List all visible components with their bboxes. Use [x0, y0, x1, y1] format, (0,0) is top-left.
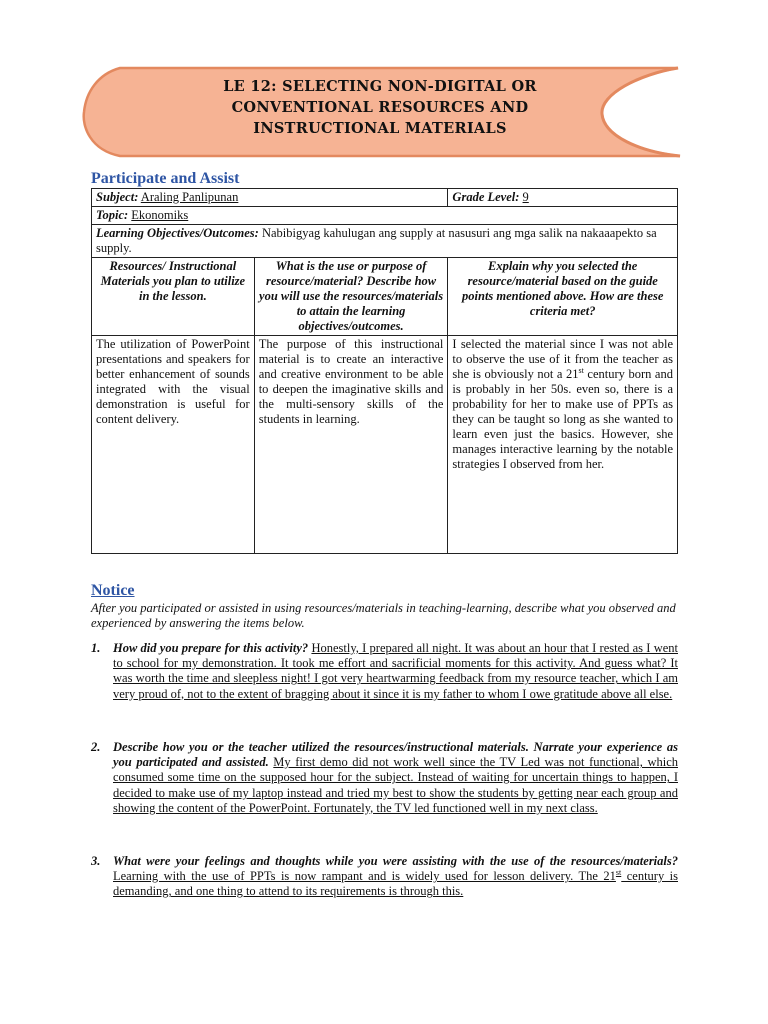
title-line-1: LE 12: SELECTING NON-DIGITAL OR: [223, 78, 537, 95]
reason-sup: st: [578, 365, 584, 375]
question-3: [91, 854, 678, 900]
subject-value: Araling Panlipunan: [140, 190, 239, 204]
col-header-purpose: What is the use or purpose of resource/material? Describe how you will use the resources/materials to attain the learning objectives/outcomes.: [254, 258, 448, 336]
question-3-prompt: What were your feelings and thoughts while you were assisting with the use of the resources/materials?: [113, 854, 678, 868]
topic-row: [92, 207, 678, 225]
question-2-prompt: Describe how you or the teacher utilized the resources/instructional materials. Narrate your experience as you participated and assisted.: [113, 740, 678, 770]
column-header-row: [92, 258, 678, 336]
topic-value: Ekonomiks: [131, 208, 189, 222]
objectives-row: [92, 225, 678, 258]
resources-cell: The utilization of PowerPoint presentations and speakers for better enhancement of sounds integrated with the visual demonstration is useful for content delivery.: [92, 336, 255, 554]
reason-cell: [448, 336, 678, 554]
question-3-number: 3.: [91, 854, 101, 868]
question-3-answer-b: century is demanding, and one thing to attend to its requirements is through this.: [113, 869, 678, 899]
subject-label: Subject:: [96, 190, 139, 204]
resource-table: [91, 188, 678, 554]
objectives-value: Nabibigyag kahulugan ang supply at nasusuri ang mga salik na nakaaapekto sa supply.: [96, 226, 657, 255]
topic-label: Topic:: [96, 208, 129, 222]
reason-text-a: I selected the material since I was not able to observe the use of it from the teacher as she is obviously not a 21: [452, 337, 673, 381]
col-header-resources: Resources/ Instructional Materials you plan to utilize in the lesson.: [92, 258, 255, 336]
question-1-prompt: How did you prepare for this activity?: [113, 641, 309, 655]
title-line-2: CONVENTIONAL RESOURCES AND: [231, 99, 529, 116]
grade-value: 9: [522, 190, 529, 204]
content-row: [92, 336, 678, 554]
objectives-label: Learning Objectives/Outcomes:: [96, 226, 259, 240]
notice-intro: After you participated or assisted in using resources/materials in teaching-learning, describe what you observed and experienced by answering the items below.: [91, 601, 676, 630]
question-2: [91, 740, 678, 816]
question-3-sup: st: [615, 868, 622, 878]
page-title: [200, 76, 560, 139]
question-1-number: 1.: [91, 641, 101, 655]
question-3-answer-a: Learning with the use of PPTs is now rampant and is widely used for lesson delivery. The 21: [113, 869, 616, 884]
purpose-cell: The purpose of this instructional material is to create an interactive and creative environment to be able to deepen the imaginative skills and the multi-sensory skills of the students in learning.: [254, 336, 448, 554]
participate-heading: Participate and Assist: [91, 170, 240, 187]
question-2-answer: My first demo did not work well since the TV Led was not functional, which consumed some time on the supposed hour for the subject. Instead of waiting for uncertain things to happen, I decided to make use of my laptop instead and tried my best to show the students by getting near each group and showing the content of the PowerPoint. Fortunately, the TV led functioned well in my next class.: [113, 755, 678, 815]
col-header-reason: Explain why you selected the resource/material based on the guide points mentioned above. How are these criteria met?: [448, 258, 678, 336]
question-1: [91, 641, 678, 702]
subject-row: [92, 189, 678, 207]
grade-label: Grade Level:: [452, 190, 520, 204]
question-1-answer: Honestly, I prepared all night. It was about an hour that I rested as I went to school for my demonstration. It took me effort and sacrificial moments for this activity. And guess what? It was worth the time and sleepless night! I got very heartwarming feedback from my resource teacher, which I am very proud of, not to the extent of bragging about it since it is my father to whom I owe gratitude above all else.: [113, 641, 678, 701]
notice-heading: Notice: [91, 582, 135, 599]
title-line-3: INSTRUCTIONAL MATERIALS: [253, 120, 507, 137]
reason-text-b: century born and is probably in her 50s. even so, there is a probability for her to make use of PPTs as they can be taught so long as she wanted to learn even just the basics. However, she manages interactive learning by the notable strategies I observed from her.: [452, 367, 673, 471]
title-banner: [80, 62, 690, 162]
question-2-number: 2.: [91, 740, 101, 754]
